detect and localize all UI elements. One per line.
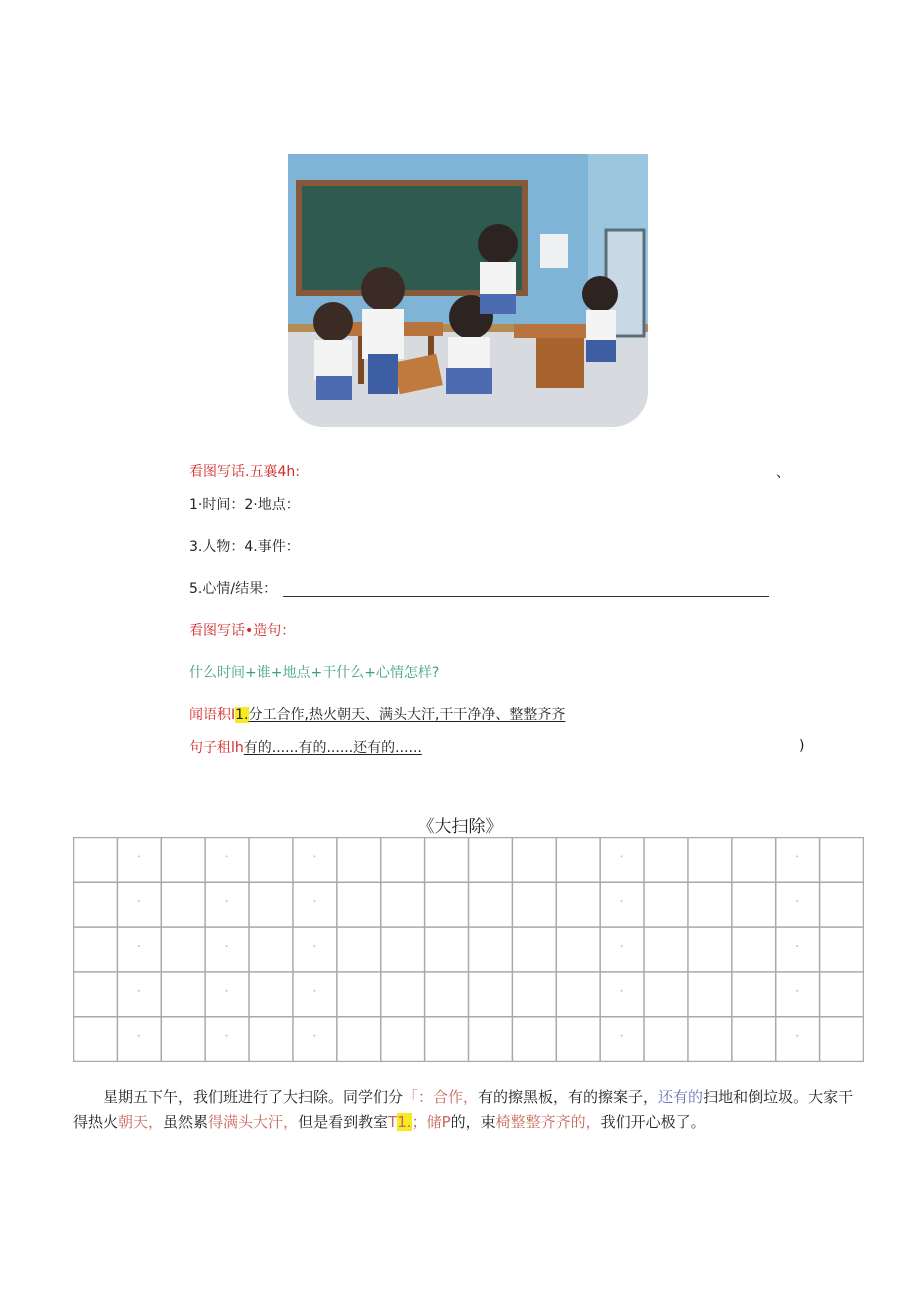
grid-dot [138,1035,140,1037]
grid-dot [796,945,798,947]
grid-dot [226,945,228,947]
para-seg-11: 1. [397,1113,412,1131]
para-seg-14: 椅整整齐齐的， [495,1113,601,1131]
para-seg-13: 的，束 [450,1113,496,1131]
para-seg-7: 虽然累 [163,1113,209,1131]
grid-dot [313,990,315,992]
word-bank-label: 闻语积I [189,707,236,723]
grid-dot [796,900,798,902]
word-bank-number: 1. [235,707,249,723]
grid-dot [226,855,228,857]
grid-dot [796,855,798,857]
grid-dot [138,900,140,902]
grid-dot [621,855,623,857]
grid-dot [226,900,228,902]
para-seg-4: 还有的 [658,1088,704,1106]
prompt-mood-result [189,580,769,598]
stray-comma-mark: 、 [776,465,790,481]
sentence-heading: 看图写话•造句： [189,623,296,639]
grid-dot [313,900,315,902]
sentence-pattern-line [189,739,422,757]
writing-grid-lines [73,837,864,1062]
grid-dot [621,990,623,992]
grid-dot [621,945,623,947]
grid-dot [621,900,623,902]
word-bank-line [189,706,565,724]
para-seg-10: T [388,1113,398,1131]
para-seg-8: 得满头大汗， [208,1113,299,1131]
grid-dot [138,855,140,857]
sentence-formula: 什么时间+谁+地点+干什么+心情怎样? [189,665,440,681]
word-bank-words: 分工合作,热火朝天、满头大汗,干干净净、整整齐齐 [248,707,566,723]
grid-dot [226,990,228,992]
sample-paragraph [73,1085,868,1135]
para-seg-6: 朝天， [118,1113,164,1131]
illustration-drawing [288,154,648,427]
para-seg-15: 我们开心极了。 [600,1113,706,1131]
grid-dot [621,1035,623,1037]
para-seg-2: 「：合作， [403,1088,479,1106]
grid-dot [226,1035,228,1037]
grid-dot [138,990,140,992]
prompt-time-place: 1·时间：2·地点： [189,497,300,513]
para-seg-1: 星期五下午，我们班进行了大扫除。同学们分 [103,1088,404,1106]
closing-paren-mark: ) [799,738,805,754]
mood-result-label: 5.心情/结果： [189,581,278,597]
sentence-pattern: 有的......有的......还有的...... [243,740,422,756]
grid-dot [138,945,140,947]
para-seg-12: ；储P [411,1113,451,1131]
grid-dot [796,1035,798,1037]
para-seg-9: 但是看到教室 [298,1113,389,1131]
grid-dot [313,855,315,857]
writing-grid[interactable] [73,837,864,1062]
grid-dot [313,945,315,947]
classroom-cleaning-illustration [288,154,648,427]
para-seg-5: 扫地和倒垃圾。大家干得热火 [73,1088,854,1131]
sentence-pattern-label: 句子租lh [189,740,244,756]
guide-heading: 看图写话.五襄4h: [189,464,300,480]
grid-dot [313,1035,315,1037]
para-seg-3: 有的擦黑板，有的擦案子， [478,1088,659,1106]
mood-result-blank[interactable] [283,582,769,597]
prompt-people-event: 3.人物：4.事件： [189,539,300,555]
essay-title: 《大扫除》 [417,817,503,837]
grid-dot [796,990,798,992]
